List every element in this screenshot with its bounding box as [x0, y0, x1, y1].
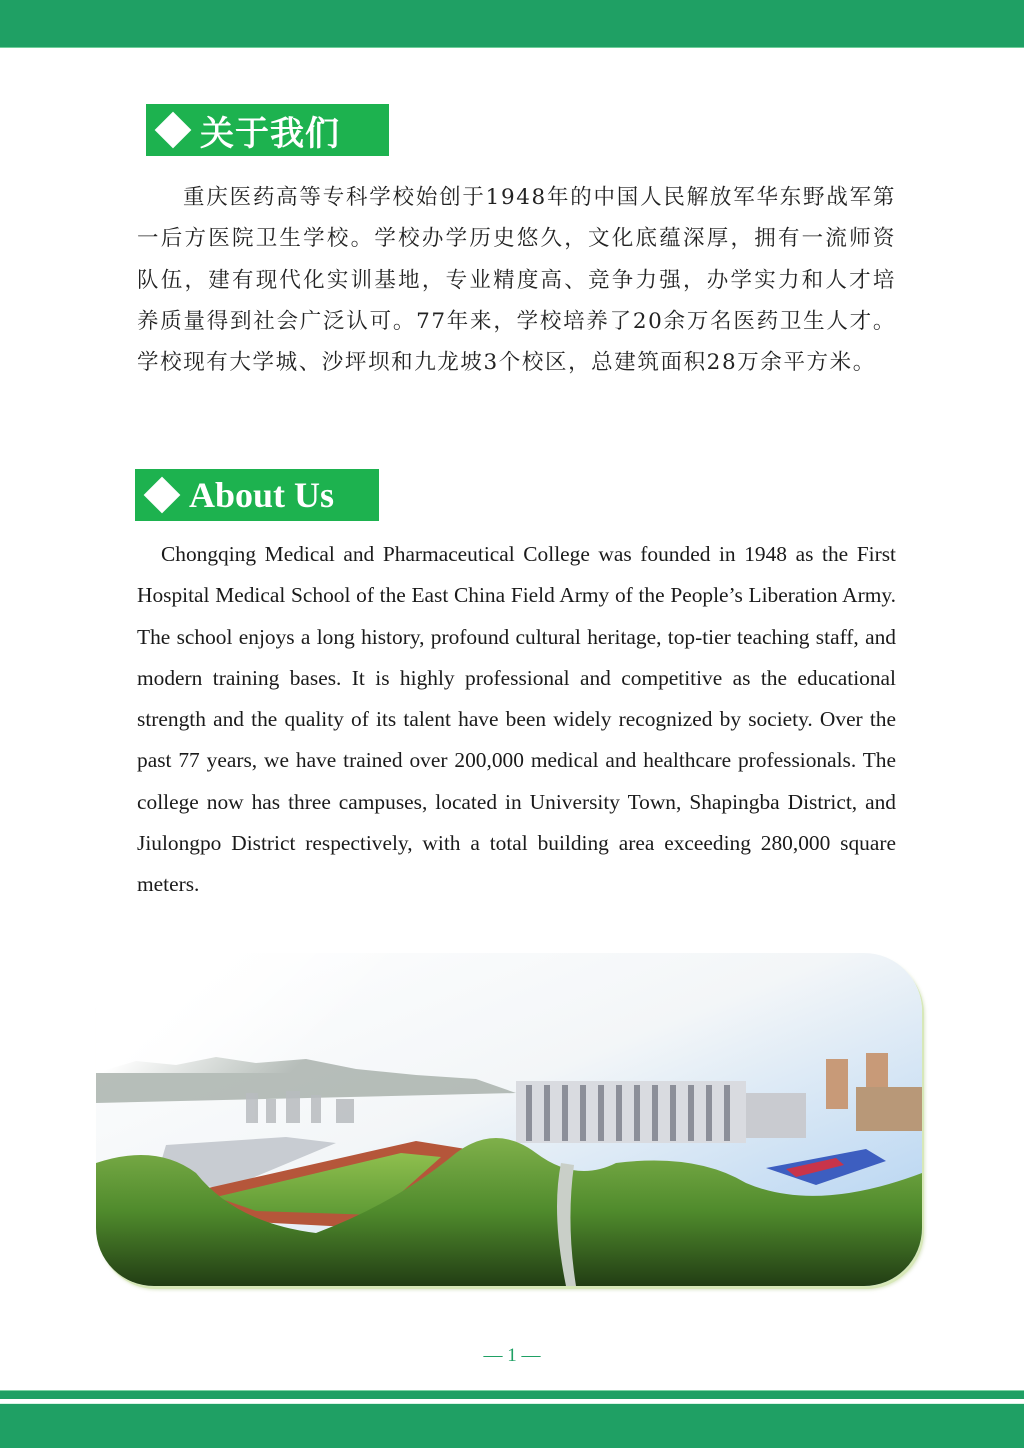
diamond-icon — [144, 477, 181, 514]
campus-photo-illustration — [96, 953, 922, 1286]
paragraph-chinese: 重庆医药高等专科学校始创于1948年的中国人民解放军华东野战军第一后方医院卫生学校。学校办学历史悠久，文化底蕴深厚，拥有一流师资队伍，建有现代化实训基地，专业精度高、竞争力强，办学实力和人才培养质量得到社会广泛认可。77年来，学校培养了20余万名医药卫生人才。学校现有大学城、沙坪坝和九龙坡3个校区，总建筑面积28万余平方米。 — [137, 185, 896, 376]
heading-label: 关于我们 — [200, 113, 340, 154]
paragraph-english: Chongqing Medical and Pharmaceutical College was founded in 1948 as the First Hospital Medical School of the East China Field Army of the People’s Liberation Army. The school enjoys a long history, profound cultural heritage, top-tier teaching staff, and modern training bases. It is highly professional and competitive as the educational strength and the quality of its talent have been widely recognized by society. Over the past 77 years, we have trained over 200,000 medical and healthcare professionals. The college now has three campuses, located in University Town, Shapingba District, and Jiulongpo District respectively, with a total building area exceeding 280,000 square meters. — [137, 542, 896, 897]
header-band — [0, 0, 1024, 48]
campus-photo — [96, 953, 922, 1286]
section-heading-english — [135, 469, 379, 521]
heading-label: About Us — [189, 475, 335, 515]
page-number: — 1 — — [483, 1345, 541, 1366]
footer-line — [0, 1390, 1024, 1399]
diamond-icon — [155, 112, 192, 149]
section-heading-chinese — [146, 104, 389, 156]
footer-band — [0, 1403, 1024, 1448]
